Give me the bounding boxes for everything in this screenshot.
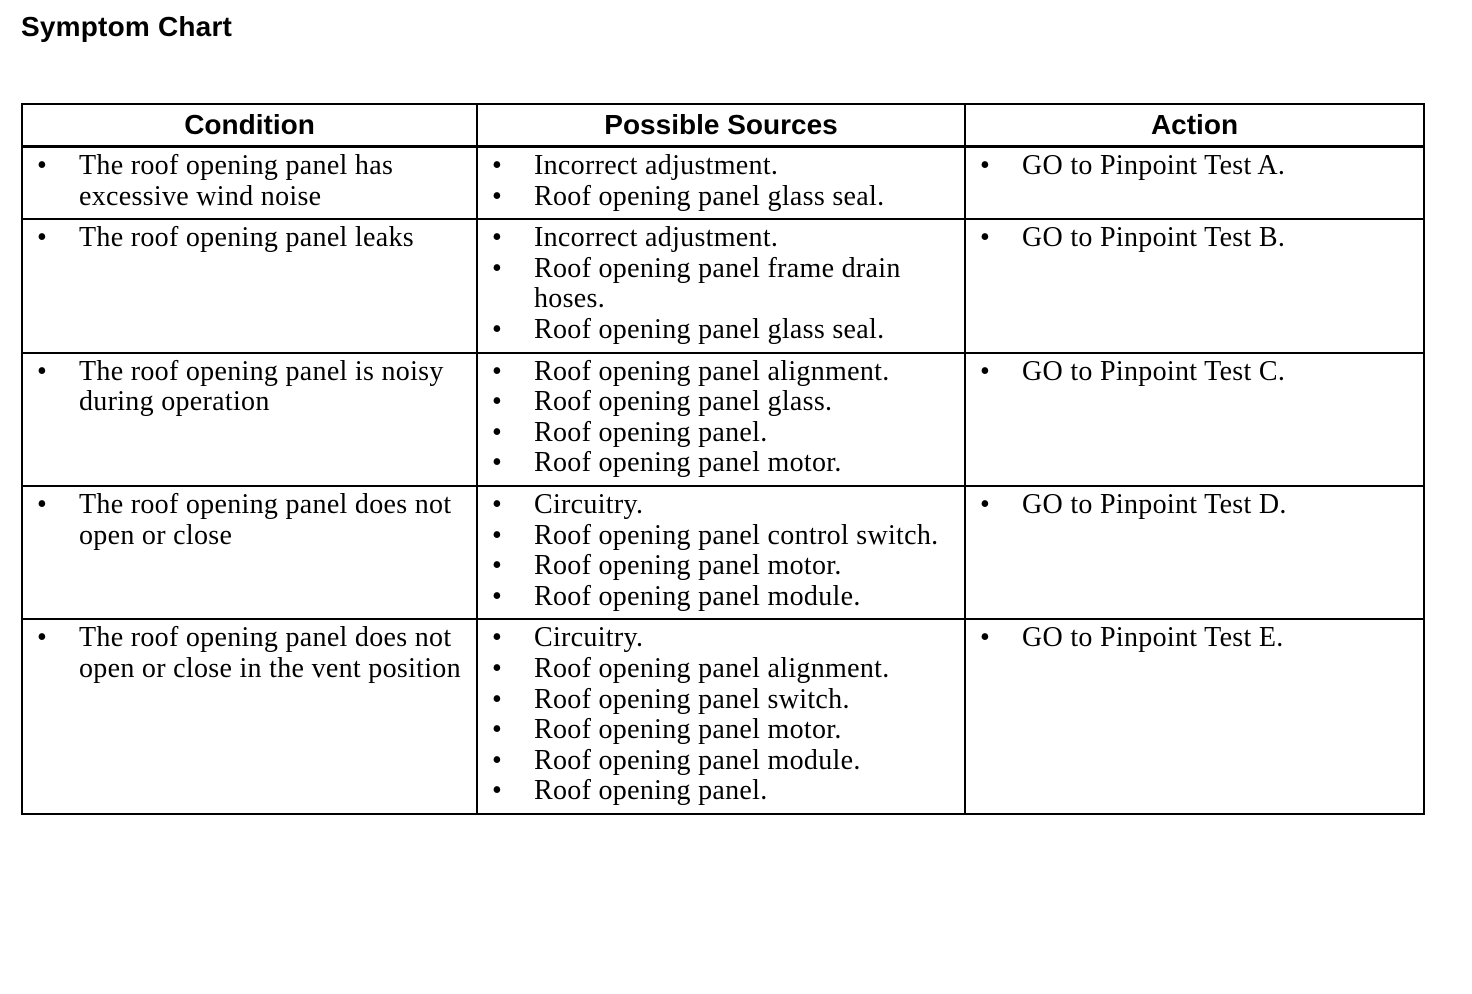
- possible-sources-item: • Roof opening panel switch.: [478, 685, 956, 716]
- possible-sources-item: • Roof opening panel.: [478, 776, 956, 807]
- possible-sources-list: [478, 354, 964, 485]
- action-item: • GO to Pinpoint Test E.: [966, 623, 1415, 654]
- condition-cell: [22, 619, 477, 814]
- condition-item: • The roof opening panel does not open or close: [23, 490, 468, 551]
- table-row: [22, 147, 1424, 220]
- possible-sources-cell: [477, 486, 965, 619]
- action-list: [966, 354, 1423, 394]
- possible-sources-item: • Roof opening panel motor.: [478, 448, 956, 479]
- possible-sources-item: • Roof opening panel glass seal.: [478, 182, 956, 213]
- possible-sources-item: • Roof opening panel glass seal.: [478, 315, 956, 346]
- possible-sources-cell: [477, 219, 965, 352]
- column-header-possible-sources: Possible Sources: [477, 104, 965, 147]
- table-header-row: [22, 104, 1424, 147]
- table-row: [22, 219, 1424, 352]
- table-row: [22, 486, 1424, 619]
- action-item: • GO to Pinpoint Test C.: [966, 357, 1415, 388]
- action-item: • GO to Pinpoint Test D.: [966, 490, 1415, 521]
- action-list: [966, 220, 1423, 260]
- possible-sources-item: • Incorrect adjustment.: [478, 223, 956, 254]
- action-cell: [965, 619, 1424, 814]
- possible-sources-item: • Roof opening panel glass.: [478, 387, 956, 418]
- possible-sources-item: • Roof opening panel frame drain hoses.: [478, 254, 956, 315]
- action-cell: [965, 219, 1424, 352]
- condition-item: • The roof opening panel does not open or close in the vent position: [23, 623, 468, 684]
- action-cell: [965, 486, 1424, 619]
- page-title: Symptom Chart: [21, 11, 233, 42]
- condition-item: • The roof opening panel is noisy during operation: [23, 357, 468, 418]
- action-cell: [965, 353, 1424, 486]
- action-list: [966, 487, 1423, 527]
- possible-sources-item: • Roof opening panel alignment.: [478, 357, 956, 388]
- condition-list: [23, 620, 476, 690]
- possible-sources-list: [478, 620, 964, 813]
- action-item: • GO to Pinpoint Test A.: [966, 151, 1415, 182]
- possible-sources-item: • Roof opening panel motor.: [478, 715, 956, 746]
- symptom-table: [21, 103, 1425, 815]
- condition-cell: [22, 486, 477, 619]
- table-body: [22, 147, 1424, 814]
- condition-item: • The roof opening panel leaks: [23, 223, 468, 254]
- condition-list: [23, 354, 476, 424]
- possible-sources-list: [478, 487, 964, 618]
- action-list: [966, 148, 1423, 188]
- condition-cell: [22, 147, 477, 220]
- column-header-action: Action: [965, 104, 1424, 147]
- possible-sources-item: • Roof opening panel module.: [478, 746, 956, 777]
- condition-item: • The roof opening panel has excessive wind noise: [23, 151, 468, 212]
- possible-sources-list: [478, 220, 964, 351]
- possible-sources-cell: [477, 353, 965, 486]
- condition-cell: [22, 353, 477, 486]
- table-row: [22, 353, 1424, 486]
- column-header-condition: Condition: [22, 104, 477, 147]
- action-list: [966, 620, 1423, 660]
- possible-sources-item: • Roof opening panel.: [478, 418, 956, 449]
- table-row: [22, 619, 1424, 814]
- condition-list: [23, 220, 476, 260]
- condition-cell: [22, 219, 477, 352]
- possible-sources-item: • Roof opening panel alignment.: [478, 654, 956, 685]
- possible-sources-item: • Roof opening panel module.: [478, 582, 956, 613]
- possible-sources-item: • Roof opening panel control switch.: [478, 521, 956, 552]
- condition-list: [23, 148, 476, 218]
- possible-sources-cell: [477, 619, 965, 814]
- possible-sources-list: [478, 148, 964, 218]
- possible-sources-cell: [477, 147, 965, 220]
- possible-sources-item: • Incorrect adjustment.: [478, 151, 956, 182]
- possible-sources-item: • Circuitry.: [478, 490, 956, 521]
- condition-list: [23, 487, 476, 557]
- action-item: • GO to Pinpoint Test B.: [966, 223, 1415, 254]
- possible-sources-item: • Circuitry.: [478, 623, 956, 654]
- action-cell: [965, 147, 1424, 220]
- possible-sources-item: • Roof opening panel motor.: [478, 551, 956, 582]
